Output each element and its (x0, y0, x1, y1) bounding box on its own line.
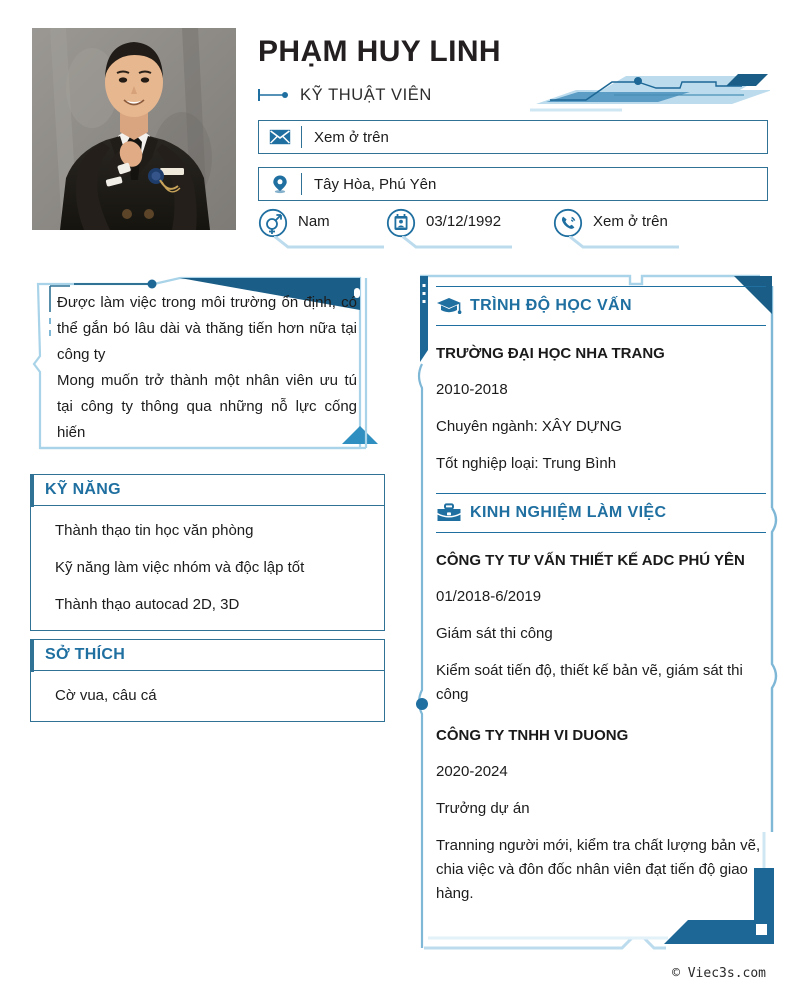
education-period: 2010-2018 (436, 381, 508, 398)
hobbies-title: SỞ THÍCH (45, 646, 126, 663)
personal-info-row (258, 206, 770, 252)
skills-title: KỸ NĂNG (45, 481, 121, 498)
job-title-row (258, 82, 432, 108)
education-title: TRÌNH ĐỘ HỌC VẤN (470, 297, 632, 314)
experience-period: 01/2018-6/2019 (436, 588, 542, 605)
map-pin-icon (259, 174, 301, 194)
hobbies-panel (30, 639, 385, 722)
experience-description: Kiểm soát tiến độ, thiết kế bản vẽ, giám sát thi công (436, 662, 743, 703)
skills-header (31, 475, 384, 506)
experience-title: KINH NGHIỆM LÀM VIỆC (470, 504, 667, 521)
experience-section-header (436, 493, 766, 533)
cv-header (0, 0, 800, 258)
objective-section (30, 276, 385, 455)
objective-text (57, 290, 357, 446)
objective-box (30, 276, 385, 455)
job-title: KỸ THUẬT VIÊN (300, 85, 432, 104)
experience-role: Giám sát thi công (436, 625, 553, 642)
education-section-header (436, 286, 766, 326)
right-column-content (436, 286, 766, 923)
education-school: TRƯỜNG ĐẠI HỌC NHA TRANG (436, 345, 665, 362)
experience-company: CÔNG TY TƯ VẤN THIẾT KẾ ADC PHÚ YÊN (436, 552, 745, 569)
header-decoration (530, 68, 770, 116)
info-underline-decoration (274, 236, 384, 250)
experience-company: CÔNG TY TNHH VI DUONG (436, 727, 629, 744)
portrait-photo-illustration (32, 28, 236, 230)
gender-icon (258, 208, 288, 238)
calendar-icon (386, 208, 416, 238)
page-title: PHẠM HUY LINH (258, 35, 501, 68)
objective-paragraph: Mong muốn trở thành một nhân viên ưu tú tại công ty thông qua những nỗ lực cống hiến (57, 372, 357, 441)
contact-value-address: Tây Hòa, Phú Yên (314, 175, 437, 193)
footer-credit: © Viec3s.com (672, 966, 766, 981)
education-entry (436, 342, 766, 476)
name-block (258, 32, 768, 72)
list-item: Kỹ năng làm việc nhóm và độc lập tốt (55, 559, 305, 576)
education-major: Chuyên ngành: XÂY DỰNG (436, 418, 622, 435)
experience-period: 2020-2024 (436, 763, 508, 780)
skills-panel (30, 474, 385, 631)
contact-value-email: Xem ở trên (314, 128, 389, 146)
info-value-phone: Xem ở trên (593, 213, 668, 230)
list-item: Cờ vua, câu cá (55, 687, 157, 704)
skills-list (31, 506, 384, 630)
info-value-birthday: 03/12/1992 (426, 213, 502, 230)
title-marker-icon (258, 87, 294, 103)
phone-icon (553, 208, 583, 238)
experience-entry (436, 724, 766, 906)
experience-description: Tranning người mới, kiểm tra chất lượng bản vẽ, chia việc và đôn đốc nhân viên đạt tiến độ giao hàng. (436, 837, 761, 902)
contact-row-address[interactable] (258, 167, 768, 201)
info-underline-decoration (402, 236, 512, 250)
graduation-cap-icon (436, 295, 470, 317)
envelope-icon (259, 129, 301, 145)
avatar (32, 28, 236, 230)
hobbies-list (31, 671, 384, 721)
objective-paragraph: Được làm việc trong môi trường ổn định, có thể gắn bó lâu dài và thăng tiến hơn nữa tại công ty (57, 294, 357, 363)
hobbies-header (31, 640, 384, 671)
briefcase-icon (436, 502, 470, 524)
info-value-gender: Nam (298, 213, 330, 230)
experience-entry (436, 549, 766, 707)
list-item: Thành thạo tin học văn phòng (55, 522, 254, 539)
info-underline-decoration (569, 236, 679, 250)
experience-role: Trưởng dự án (436, 800, 530, 817)
list-item: Thành thạo autocad 2D, 3D (55, 596, 240, 613)
contact-row-email[interactable] (258, 120, 768, 154)
education-grade: Tốt nghiệp loại: Trung Bình (436, 455, 617, 472)
right-column (416, 272, 784, 962)
